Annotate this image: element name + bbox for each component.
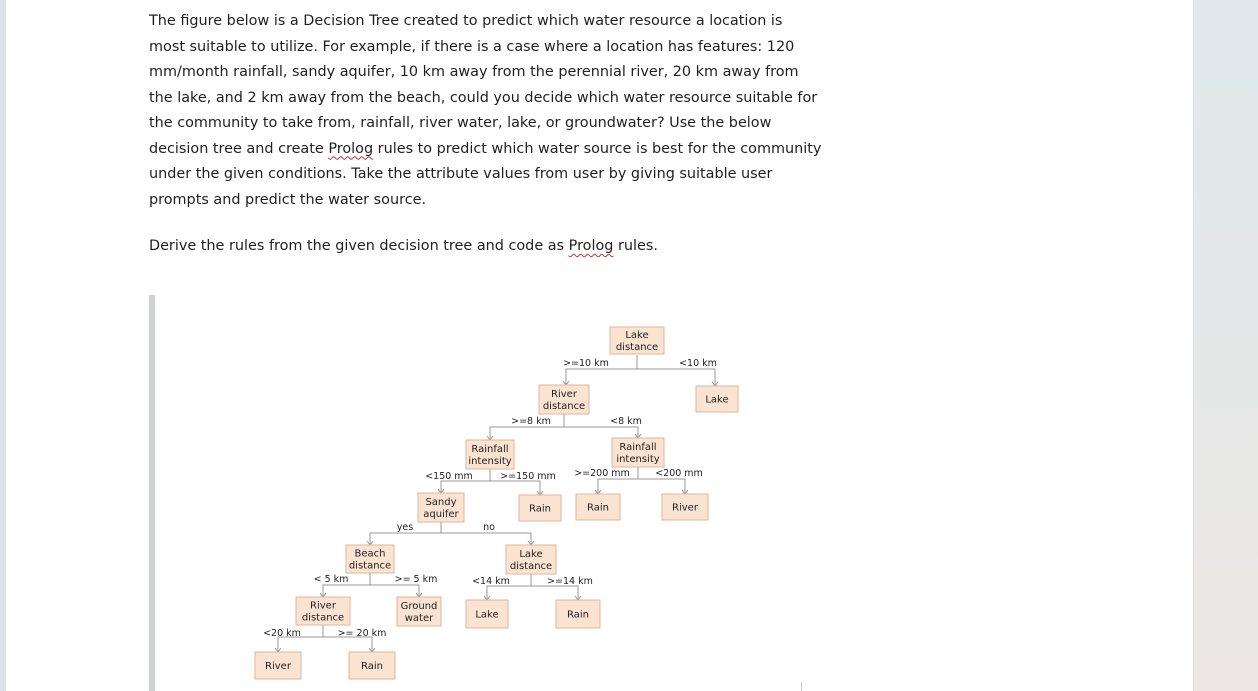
node-label: Rain — [567, 609, 589, 621]
text-run: rules to predict which water source is best for the community — [373, 140, 822, 157]
node-label: intensity — [468, 456, 512, 467]
edge-line — [370, 585, 419, 597]
edge-line — [323, 637, 372, 652]
edge-label: >=14 km — [547, 576, 593, 587]
tree-node — [397, 597, 441, 626]
decision-tree-diagram — [149, 295, 849, 691]
text-run: rules. — [613, 238, 658, 254]
node-label: Lake — [625, 330, 649, 341]
node-label: Sandy — [425, 497, 457, 508]
edge-label: >=10 km — [563, 358, 609, 369]
node-label: River — [310, 600, 336, 612]
node-label: Rain — [529, 503, 551, 515]
node-label: distance — [348, 560, 392, 572]
question-line: most suitable to utilize. For example, if there is a case where a location has features: 120 — [149, 38, 795, 55]
edge-label: >= 5 km — [394, 574, 438, 585]
edge-label: >=200 mm — [574, 468, 630, 479]
tree-node — [349, 652, 395, 679]
tree-node — [296, 597, 350, 625]
page-corner-mark — [801, 682, 802, 691]
node-label: distance — [509, 561, 553, 572]
tree-edge — [314, 573, 370, 597]
edge-label: <150 mm — [425, 471, 473, 482]
edge-line — [531, 586, 578, 600]
node-label: aquifer — [423, 509, 459, 520]
tree-edge — [323, 628, 386, 652]
edge-line — [490, 481, 540, 495]
tree-node — [466, 600, 508, 628]
tree-node — [418, 493, 464, 522]
node-label: Lake — [519, 549, 543, 560]
edge-label: >=150 mm — [500, 471, 556, 482]
question-line — [149, 137, 849, 163]
tree-node — [346, 545, 394, 573]
tree-edge — [531, 576, 593, 600]
question-line: the lake, and 2 km away from the beach, could you decide which water resource suitable for — [149, 89, 818, 106]
node-label: Rain — [587, 502, 609, 514]
tree-node — [539, 385, 589, 414]
node-label: Rain — [361, 661, 383, 672]
tree-node — [576, 494, 620, 520]
question-line: the community to take from, rainfall, river water, lake, or groundwater? Use the below — [149, 115, 772, 131]
question-line: mm/month rainfall, sandy aquifer, 10 km away from the perennial river, 20 km away from — [149, 64, 799, 80]
edge-line — [564, 427, 638, 438]
node-label: intensity — [616, 454, 660, 465]
edge-line — [441, 533, 531, 545]
tree-node — [556, 600, 600, 628]
tree-edge — [367, 522, 441, 545]
node-label: Lake — [705, 394, 729, 406]
node-label: Rainfall — [471, 444, 509, 455]
edge-label: < 5 km — [313, 574, 349, 585]
edge-label: <200 mm — [655, 468, 703, 479]
edge-label: <10 km — [679, 358, 717, 369]
document-page — [6, 0, 1194, 691]
tree-node — [612, 438, 664, 467]
node-label: Beach — [354, 548, 386, 560]
edge-label: >= 20 km — [337, 628, 387, 639]
edge-line — [638, 479, 685, 494]
edge-label: yes — [396, 522, 414, 533]
derive-instruction — [149, 238, 658, 254]
question-line: prompts and predict the water source. — [149, 191, 427, 208]
tree-edge — [574, 467, 638, 494]
node-label: River — [551, 389, 577, 400]
edge-line — [637, 369, 715, 386]
node-label: distance — [542, 401, 586, 412]
node-label: Lake — [475, 609, 499, 621]
tree-edge — [490, 471, 556, 495]
question-text — [149, 9, 849, 213]
tree-edge — [370, 574, 437, 597]
figure-left-border — [149, 295, 155, 691]
question-line: The figure below is a Decision Tree created to predict which water resource a location is — [149, 13, 783, 29]
edge-label: <20 km — [263, 628, 301, 639]
tree-node — [506, 545, 556, 574]
node-label: distance — [615, 342, 659, 353]
tree-edge — [263, 625, 323, 652]
node-label: distance — [301, 612, 345, 624]
tree-edge — [425, 469, 490, 493]
tree-node — [696, 386, 738, 412]
text-run: Derive the rules from the given decision tree and code as — [149, 238, 569, 254]
spelling-flagged-word[interactable]: Prolog — [328, 140, 374, 157]
text-run: decision tree and create — [149, 140, 329, 157]
tree-edge — [564, 416, 642, 438]
edge-label: <14 km — [472, 576, 510, 587]
tree-node — [466, 440, 514, 469]
node-label: Ground — [400, 601, 438, 612]
tree-edge — [441, 522, 534, 545]
tree-edge — [472, 574, 531, 600]
edge-label: >=8 km — [511, 416, 551, 427]
tree-node — [519, 495, 561, 521]
right-background-pane — [1195, 0, 1258, 691]
tree-edge — [638, 468, 703, 494]
decision-tree-figure[interactable] — [149, 295, 849, 691]
node-label: River — [265, 661, 291, 672]
tree-node — [255, 652, 301, 679]
tree-edge — [487, 414, 564, 440]
tree-edge — [563, 355, 637, 385]
spelling-flagged-word[interactable]: Prolog — [568, 238, 614, 254]
node-label: water — [404, 613, 434, 624]
tree-edge — [637, 358, 718, 386]
node-label: River — [672, 502, 698, 514]
node-label: Rainfall — [619, 442, 657, 453]
edge-label: <8 km — [610, 416, 642, 427]
question-line: under the given conditions. Take the attribute values from user by giving suitable user — [149, 166, 773, 182]
tree-node — [610, 327, 664, 354]
tree-node — [662, 494, 708, 520]
edge-label: no — [483, 522, 495, 533]
